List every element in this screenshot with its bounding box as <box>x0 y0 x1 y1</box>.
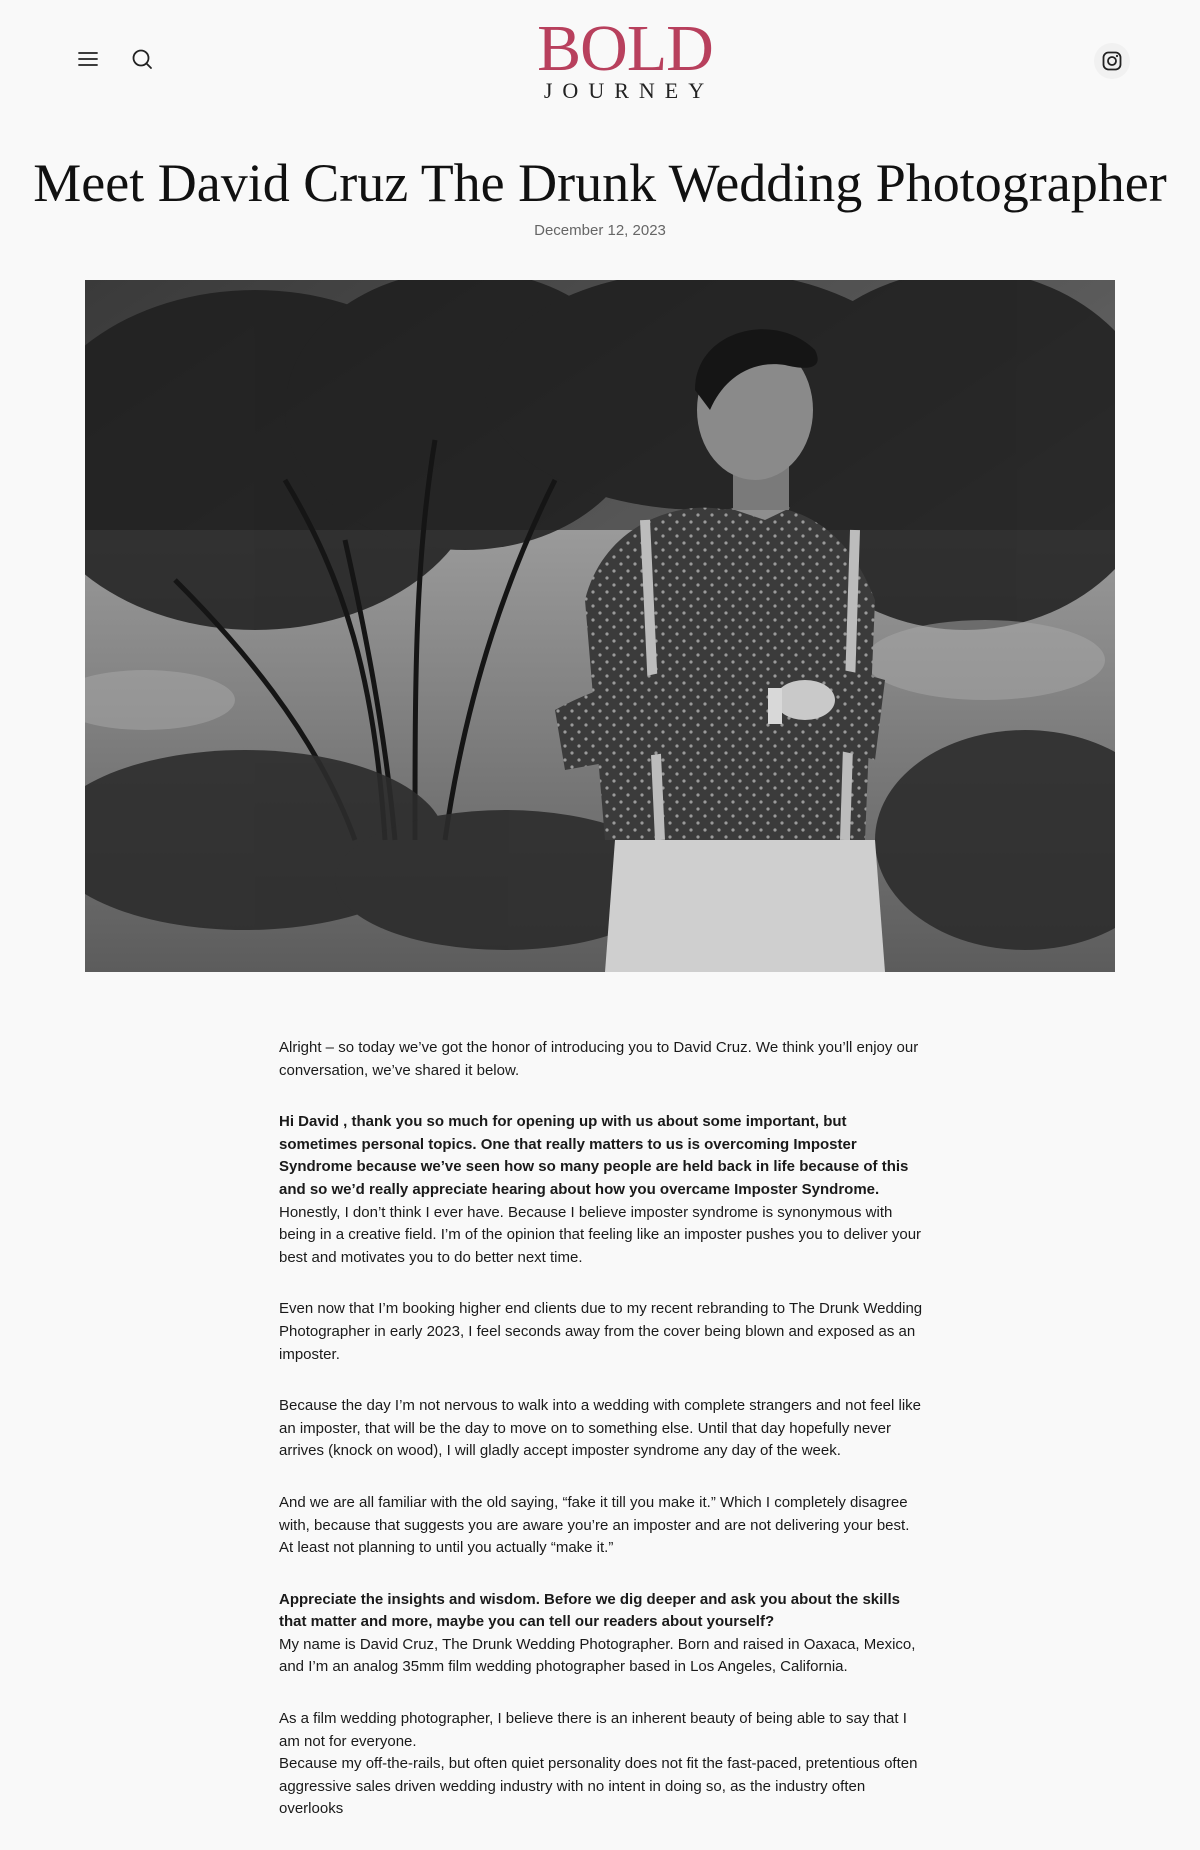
article-paragraph <box>279 1708 924 1821</box>
article-paragraph <box>279 1111 924 1269</box>
paragraph-text: Because my off-the-rails, but often quiet personality does not fit the fast-paced, pretentious often aggressive sales driven wedding industry with no intent in doing so, as the industry often overlooks <box>279 1755 918 1818</box>
article-paragraph: And we are all familiar with the old saying, “fake it till you make it.” Which I completely disagree with, because that suggests you are aware you’re an imposter and are not delivering your best. At least not planning to until you actually “make it.” <box>279 1493 910 1557</box>
site-header <box>0 0 1200 125</box>
interview-answer: My name is David Cruz, The Drunk Wedding Photographer. Born and raised in Oaxaca, Mexico, and I’m an analog 35mm film wedding photographer based in Los Angeles, California. <box>279 1635 916 1676</box>
article-title: Meet David Cruz The Drunk Wedding Photographer <box>33 153 1167 213</box>
hero-image <box>85 280 1115 972</box>
article-paragraph: Even now that I’m booking higher end clients due to my recent rebranding to The Drunk Wedding Photographer in early 2023, I feel seconds away from the cover being blown and exposed as an imposter. <box>279 1300 923 1363</box>
logo-wordmark-top: BOLD <box>537 12 713 85</box>
article-body <box>279 1037 924 1850</box>
article-date: December 12, 2023 <box>534 222 666 239</box>
intro-text: Alright – so today we’ve got the honor of introducing you to David Cruz. We think you’ll enjoy our conversation, we’ve shared it below. <box>279 1039 919 1079</box>
menu-button[interactable] <box>68 41 108 81</box>
instagram-link[interactable] <box>1092 41 1132 81</box>
search-button[interactable] <box>122 41 162 81</box>
instagram-icon <box>1094 43 1130 79</box>
paragraph-text: As a film wedding photographer, I believe there is an inherent beauty of being able to say that I am not for everyone. <box>279 1710 907 1750</box>
logo-wordmark-bottom: JOURNEY <box>543 78 715 103</box>
interview-question: Appreciate the insights and wisdom. Before we dig deeper and ask you about the skills that matter and more, maybe you can tell our readers about yourself? <box>279 1590 900 1631</box>
article-paragraph <box>279 1589 924 1679</box>
interview-answer: Honestly, I don’t think I ever have. Because I believe imposter syndrome is synonymous with being in a creative field. I’m of the opinion that feeling like an imposter pushes you to deliver your best and motivates you to do better next time. <box>279 1203 922 1266</box>
menu-icon <box>77 48 99 75</box>
search-icon <box>131 48 153 75</box>
article-paragraph <box>279 1037 924 1082</box>
article-paragraph: Because the day I’m not nervous to walk into a wedding with complete strangers and not feel like an imposter, that will be the day to move on to something else. Until that day hopefully never arrives (knock on wood), I will gladly accept imposter syndrome any day of the week. <box>279 1397 922 1460</box>
site-logo[interactable] <box>520 12 730 103</box>
interview-question: Hi David , thank you so much for opening up with us about some important, but sometimes personal topics. One that really matters to us is overcoming Imposter Syndrome because we’ve seen how so many people are held back in life because of this and so we’d really appreciate hearing about how you overcame Imposter Syndrome. <box>279 1113 909 1198</box>
